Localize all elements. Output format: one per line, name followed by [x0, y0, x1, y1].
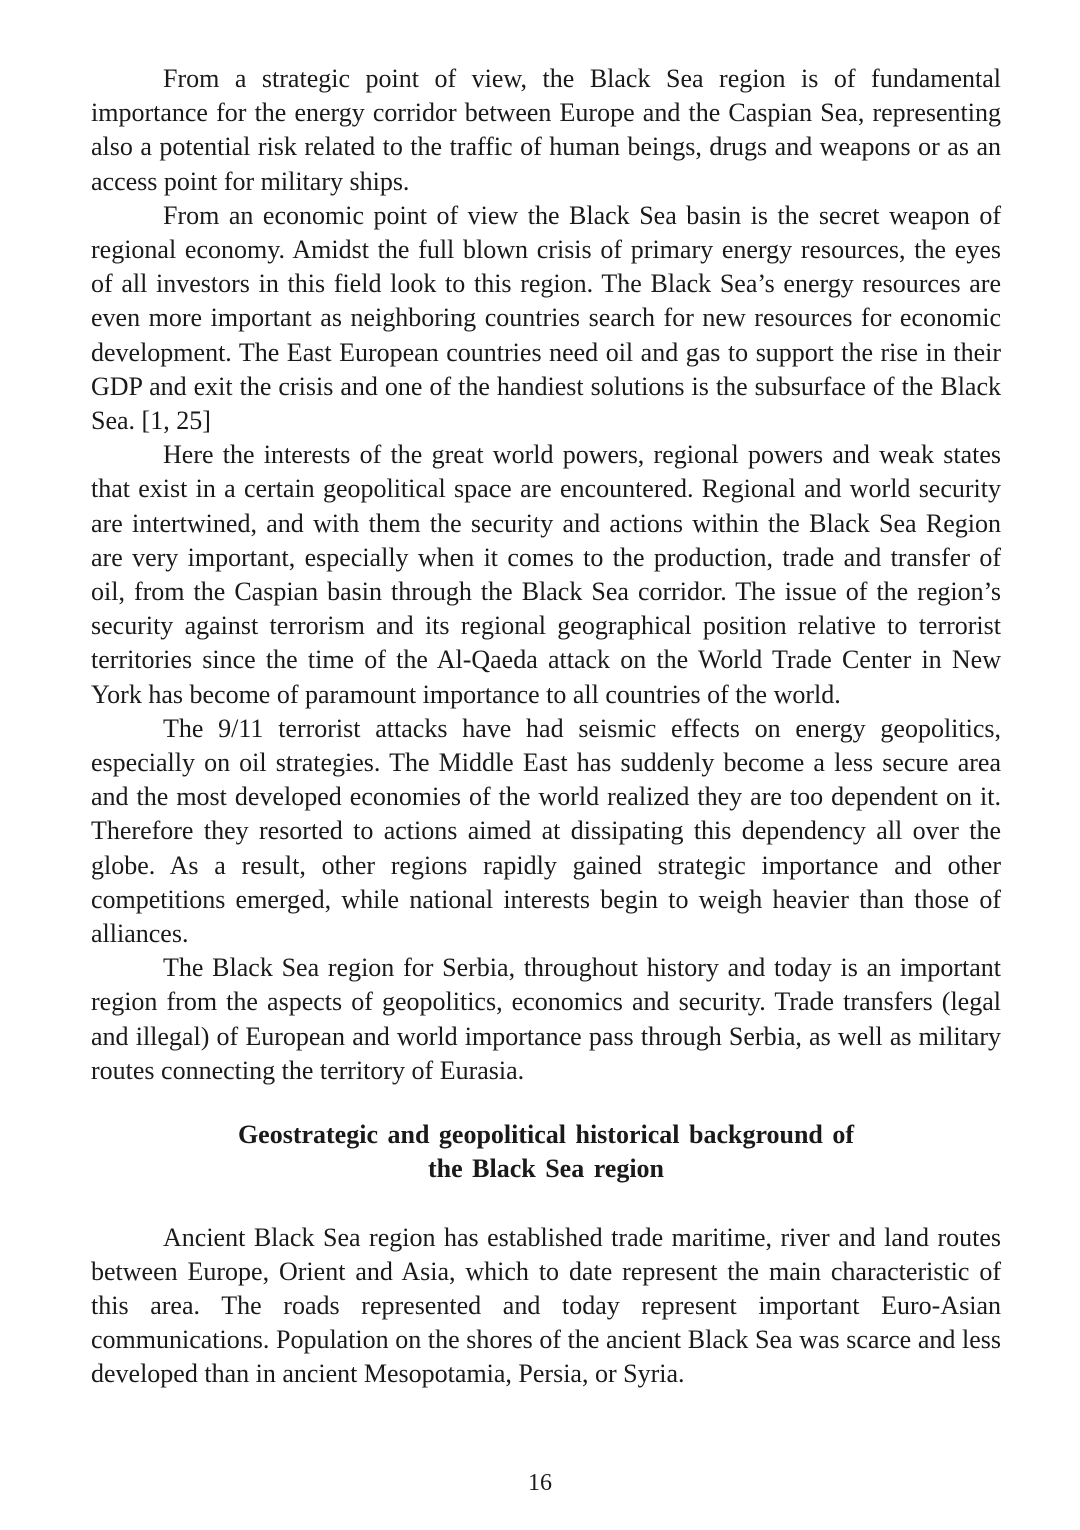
paragraph-world-powers: Here the interests of the great world powers, regional powers and weak states that exist in a certain geopolitical space are encountered. Regional and world security are intertwined, and with them the security and actions within the Black Sea Region are very important, especially when it comes to the production, trade and transfer of oil, from the Caspian basin through the Black Sea corridor. The issue of the region’s security against terrorism and its regional geographical position relative to terrorist territories since the time of the Al-Qaeda attack on the World Trade Center in New York has become of paramount importance to all countries of the world. [91, 440, 1001, 709]
section-heading [91, 1118, 1001, 1186]
page-number: 16 [528, 1470, 552, 1496]
section-heading-line-1: Geostrategic and geopolitical historical background of [237, 1120, 855, 1150]
paragraph-9-11: The 9/11 terrorist attacks have had seismic effects on energy geopolitics, especially on oil strategies. The Middle East has suddenly become a less secure area and the most developed economies of the world realized they are too dependent on it. Therefore they resorted to actions aimed at dissipating this dependency all over the globe. As a result, other regions rapidly gained strategic importance and other competitions emerged, while national interests begin to weigh heavier than those of alliances. [91, 713, 1001, 949]
paragraph-strategic: From a strategic point of view, the Black Sea region is of fundamental importance for the energy corridor between Europe and the Caspian Sea, representing also a potential risk related to the traffic of human beings, drugs and weapons or as an access point for military ships. [91, 64, 1001, 196]
document-page [91, 62, 1001, 1392]
paragraph-serbia: The Black Sea region for Serbia, throughout history and today is an important region from the aspects of geopolitics, economics and security. Trade transfers (legal and illegal) of European and world importance pass through Serbia, as well as military routes connecting the territory of Eurasia. [91, 953, 1001, 1085]
paragraph-ancient: Ancient Black Sea region has established trade maritime, river and land routes between Europe, Orient and Asia, which to date represent the main characteristic of this area. The roads represented and today represent important Euro-Asian communications. Population on the shores of the ancient Black Sea was scarce and less developed than in ancient Mesopotamia, Persia, or Syria. [91, 1222, 1001, 1389]
section-heading-line-2: the Black Sea region [427, 1154, 665, 1184]
paragraph-economic: From an economic point of view the Black Sea basin is the secret weapon of regional economy. Amidst the full blown crisis of primary energy resources, the eyes of all investors in this field look to this region. The Black Sea’s energy resources are even more important as neighboring countries search for new resources for economic development. The East European countries need oil and gas to support the rise in their GDP and exit the crisis and one of the handiest solutions is the subsurface of the Black Sea. [1, 25] [91, 200, 1001, 436]
